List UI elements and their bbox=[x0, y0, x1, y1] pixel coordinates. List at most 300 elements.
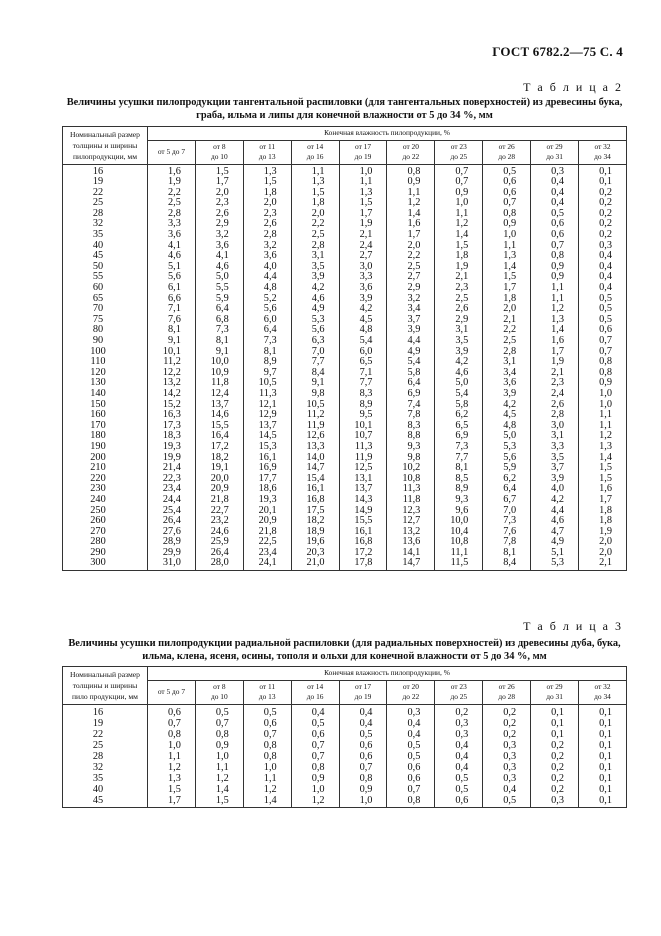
shrinkage-value-cell: 0,8 bbox=[531, 251, 579, 262]
size-cell: 280 bbox=[63, 537, 148, 548]
table-row bbox=[63, 368, 627, 379]
shrinkage-value-cell: 17,2 bbox=[195, 442, 243, 453]
shrinkage-value-cell: 0,3 bbox=[579, 241, 627, 252]
shrinkage-value-cell: 18,2 bbox=[195, 453, 243, 464]
shrinkage-value-cell: 0,8 bbox=[339, 773, 387, 784]
shrinkage-value-cell: 1,7 bbox=[148, 795, 196, 808]
shrinkage-value-cell: 6,4 bbox=[483, 484, 531, 495]
shrinkage-value-cell: 3,2 bbox=[243, 241, 291, 252]
shrinkage-value-cell: 6,6 bbox=[148, 294, 196, 305]
shrinkage-value-cell: 1,1 bbox=[195, 762, 243, 773]
shrinkage-value-cell: 0,7 bbox=[291, 751, 339, 762]
shrinkage-value-cell: 14,2 bbox=[148, 389, 196, 400]
shrinkage-value-cell: 3,9 bbox=[291, 272, 339, 283]
table-row bbox=[63, 784, 627, 795]
size-cell: 70 bbox=[63, 304, 148, 315]
shrinkage-value-cell: 8,4 bbox=[483, 558, 531, 570]
column-header-line: от 26 bbox=[498, 681, 515, 691]
shrinkage-value-cell: 9,8 bbox=[291, 389, 339, 400]
shrinkage-value-cell: 9,3 bbox=[387, 442, 435, 453]
table-row bbox=[63, 241, 627, 252]
table-row bbox=[63, 773, 627, 784]
table-row bbox=[63, 251, 627, 262]
shrinkage-value-cell: 3,1 bbox=[435, 325, 483, 336]
shrinkage-value-cell: 1,9 bbox=[435, 262, 483, 273]
shrinkage-value-cell: 1,9 bbox=[148, 177, 196, 188]
shrinkage-value-cell: 1,2 bbox=[195, 773, 243, 784]
shrinkage-value-cell: 10,2 bbox=[387, 463, 435, 474]
shrinkage-value-cell: 26,4 bbox=[148, 516, 196, 527]
shrinkage-value-cell: 2,3 bbox=[243, 209, 291, 220]
shrinkage-value-cell: 0,5 bbox=[195, 704, 243, 718]
shrinkage-value-cell: 11,3 bbox=[243, 389, 291, 400]
moisture-column-header bbox=[148, 680, 196, 704]
moisture-column-header bbox=[531, 140, 579, 164]
shrinkage-value-cell: 10,0 bbox=[195, 357, 243, 368]
shrinkage-value-cell: 10,8 bbox=[435, 537, 483, 548]
shrinkage-value-cell: 14,5 bbox=[243, 431, 291, 442]
shrinkage-value-cell: 7,0 bbox=[291, 347, 339, 358]
shrinkage-value-cell: 3,6 bbox=[339, 283, 387, 294]
shrinkage-value-cell: 1,0 bbox=[435, 198, 483, 209]
column-header-line: до 28 bbox=[498, 692, 516, 701]
column-header-line: от 20 bbox=[402, 141, 419, 151]
moisture-column-header bbox=[195, 140, 243, 164]
moisture-column-header bbox=[339, 140, 387, 164]
shrinkage-value-cell: 4,2 bbox=[291, 283, 339, 294]
shrinkage-value-cell: 0,6 bbox=[483, 177, 531, 188]
column-header-line: от 11 bbox=[259, 681, 276, 691]
shrinkage-value-cell: 4,6 bbox=[291, 294, 339, 305]
shrinkage-value-cell: 0,2 bbox=[579, 198, 627, 209]
shrinkage-value-cell: 0,7 bbox=[195, 718, 243, 729]
table-row bbox=[63, 495, 627, 506]
shrinkage-value-cell: 18,6 bbox=[243, 484, 291, 495]
shrinkage-value-cell: 0,5 bbox=[579, 315, 627, 326]
shrinkage-value-cell: 20,9 bbox=[243, 516, 291, 527]
shrinkage-value-cell: 10,5 bbox=[243, 378, 291, 389]
shrinkage-value-cell: 20,9 bbox=[195, 484, 243, 495]
size-cell: 22 bbox=[63, 729, 148, 740]
column-header-line: от 29 bbox=[546, 681, 563, 691]
shrinkage-value-cell: 11,2 bbox=[148, 357, 196, 368]
shrinkage-value-cell: 2,9 bbox=[195, 219, 243, 230]
shrinkage-value-cell: 0,4 bbox=[291, 704, 339, 718]
shrinkage-value-cell: 2,5 bbox=[387, 262, 435, 273]
shrinkage-value-cell: 0,6 bbox=[339, 751, 387, 762]
size-cell: 40 bbox=[63, 784, 148, 795]
shrinkage-value-cell: 2,8 bbox=[291, 241, 339, 252]
table-row bbox=[63, 762, 627, 773]
table-row bbox=[63, 283, 627, 294]
shrinkage-value-cell: 0,1 bbox=[579, 762, 627, 773]
shrinkage-value-cell: 24,1 bbox=[243, 558, 291, 570]
size-cell: 16 bbox=[63, 704, 148, 718]
shrinkage-value-cell: 8,1 bbox=[435, 463, 483, 474]
column-header-line: от 17 bbox=[354, 141, 372, 151]
shrinkage-value-cell: 1,1 bbox=[579, 410, 627, 421]
shrinkage-value-cell: 5,0 bbox=[483, 431, 531, 442]
shrinkage-value-cell: 13,2 bbox=[387, 527, 435, 538]
shrinkage-value-cell: 6,2 bbox=[435, 410, 483, 421]
size-cell: 100 bbox=[63, 347, 148, 358]
moisture-column-header bbox=[435, 140, 483, 164]
shrinkage-value-cell: 1,2 bbox=[579, 431, 627, 442]
shrinkage-value-cell: 10,7 bbox=[339, 431, 387, 442]
shrinkage-value-cell: 16,3 bbox=[148, 410, 196, 421]
shrinkage-value-cell: 4,9 bbox=[387, 347, 435, 358]
shrinkage-value-cell: 1,3 bbox=[243, 164, 291, 177]
moisture-column-header bbox=[148, 140, 196, 164]
shrinkage-value-cell: 2,3 bbox=[531, 378, 579, 389]
column-header-line: от 29 bbox=[546, 141, 563, 151]
table-2-label: Т а б л и ц а 2 bbox=[523, 80, 623, 94]
size-cell: 250 bbox=[63, 506, 148, 517]
shrinkage-value-cell: 0,9 bbox=[483, 219, 531, 230]
shrinkage-value-cell: 3,9 bbox=[531, 474, 579, 485]
shrinkage-value-cell: 0,8 bbox=[195, 729, 243, 740]
shrinkage-value-cell: 0,4 bbox=[387, 718, 435, 729]
shrinkage-table-2 bbox=[62, 126, 627, 571]
shrinkage-value-cell: 5,8 bbox=[435, 400, 483, 411]
shrinkage-value-cell: 5,3 bbox=[483, 442, 531, 453]
shrinkage-value-cell: 7,7 bbox=[435, 453, 483, 464]
shrinkage-value-cell: 0,4 bbox=[579, 283, 627, 294]
shrinkage-value-cell: 6,4 bbox=[387, 378, 435, 389]
column-header-line: до 10 bbox=[210, 152, 228, 161]
moisture-column-header bbox=[243, 140, 291, 164]
shrinkage-value-cell: 0,5 bbox=[387, 751, 435, 762]
shrinkage-value-cell: 2,8 bbox=[148, 209, 196, 220]
shrinkage-value-cell: 3,5 bbox=[531, 453, 579, 464]
shrinkage-value-cell: 10,5 bbox=[291, 400, 339, 411]
column-header-line: от 5 до 7 bbox=[157, 686, 186, 696]
column-header-line: от 14 bbox=[307, 141, 324, 151]
shrinkage-value-cell: 21,8 bbox=[243, 527, 291, 538]
shrinkage-value-cell: 0,8 bbox=[243, 740, 291, 751]
shrinkage-value-cell: 8,1 bbox=[243, 347, 291, 358]
shrinkage-value-cell: 6,4 bbox=[195, 304, 243, 315]
shrinkage-value-cell: 12,5 bbox=[339, 463, 387, 474]
size-cell: 19 bbox=[63, 718, 148, 729]
shrinkage-value-cell: 6,0 bbox=[339, 347, 387, 358]
column-header-line: до 31 bbox=[546, 692, 563, 701]
shrinkage-value-cell: 8,1 bbox=[148, 325, 196, 336]
shrinkage-value-cell: 1,6 bbox=[387, 219, 435, 230]
shrinkage-value-cell: 6,7 bbox=[483, 495, 531, 506]
shrinkage-value-cell: 0,7 bbox=[291, 740, 339, 751]
shrinkage-value-cell: 14,7 bbox=[291, 463, 339, 474]
shrinkage-value-cell: 7,3 bbox=[195, 325, 243, 336]
shrinkage-value-cell: 18,3 bbox=[148, 431, 196, 442]
shrinkage-value-cell: 0,6 bbox=[148, 704, 196, 718]
shrinkage-value-cell: 2,2 bbox=[387, 251, 435, 262]
moisture-column-header bbox=[291, 680, 339, 704]
shrinkage-value-cell: 0,8 bbox=[148, 729, 196, 740]
shrinkage-value-cell: 6,2 bbox=[483, 474, 531, 485]
shrinkage-value-cell: 2,8 bbox=[531, 410, 579, 421]
shrinkage-value-cell: 0,7 bbox=[339, 762, 387, 773]
shrinkage-value-cell: 0,4 bbox=[435, 740, 483, 751]
shrinkage-value-cell: 0,2 bbox=[483, 718, 531, 729]
shrinkage-value-cell: 3,9 bbox=[435, 347, 483, 358]
shrinkage-value-cell: 11,1 bbox=[435, 548, 483, 559]
shrinkage-value-cell: 2,2 bbox=[148, 188, 196, 199]
shrinkage-value-cell: 14,3 bbox=[339, 495, 387, 506]
size-cell: 19 bbox=[63, 177, 148, 188]
shrinkage-value-cell: 6,4 bbox=[243, 325, 291, 336]
column-header-line: до 10 bbox=[210, 692, 228, 701]
table-row bbox=[63, 336, 627, 347]
shrinkage-value-cell: 1,3 bbox=[339, 188, 387, 199]
shrinkage-value-cell: 0,1 bbox=[579, 164, 627, 177]
shrinkage-value-cell: 0,8 bbox=[243, 751, 291, 762]
shrinkage-value-cell: 2,0 bbox=[291, 209, 339, 220]
shrinkage-value-cell: 3,1 bbox=[483, 357, 531, 368]
shrinkage-value-cell: 8,3 bbox=[339, 389, 387, 400]
table-row bbox=[63, 751, 627, 762]
shrinkage-value-cell: 8,9 bbox=[243, 357, 291, 368]
shrinkage-value-cell: 5,3 bbox=[531, 558, 579, 570]
moisture-column-header bbox=[387, 140, 435, 164]
shrinkage-value-cell: 0,8 bbox=[387, 164, 435, 177]
shrinkage-value-cell: 5,8 bbox=[387, 368, 435, 379]
column-header-line: до 25 bbox=[450, 152, 468, 161]
shrinkage-value-cell: 0,9 bbox=[579, 378, 627, 389]
shrinkage-value-cell: 0,6 bbox=[531, 219, 579, 230]
shrinkage-value-cell: 16,9 bbox=[243, 463, 291, 474]
shrinkage-value-cell: 12,3 bbox=[387, 506, 435, 517]
shrinkage-value-cell: 2,1 bbox=[531, 368, 579, 379]
size-cell: 170 bbox=[63, 421, 148, 432]
shrinkage-value-cell: 4,6 bbox=[531, 516, 579, 527]
shrinkage-value-cell: 0,2 bbox=[579, 188, 627, 199]
shrinkage-value-cell: 2,5 bbox=[483, 336, 531, 347]
column-header-line: от 23 bbox=[450, 681, 467, 691]
moisture-column-header bbox=[579, 140, 627, 164]
shrinkage-value-cell: 1,5 bbox=[243, 177, 291, 188]
shrinkage-value-cell: 23,4 bbox=[148, 484, 196, 495]
column-header-line: от 26 bbox=[498, 141, 515, 151]
shrinkage-value-cell: 1,3 bbox=[291, 177, 339, 188]
shrinkage-value-cell: 20,1 bbox=[243, 506, 291, 517]
shrinkage-value-cell: 3,2 bbox=[387, 294, 435, 305]
shrinkage-value-cell: 0,1 bbox=[579, 718, 627, 729]
table-3-label: Т а б л и ц а 3 bbox=[523, 619, 623, 633]
shrinkage-value-cell: 2,9 bbox=[435, 315, 483, 326]
shrinkage-value-cell: 24,6 bbox=[195, 527, 243, 538]
size-cell: 60 bbox=[63, 283, 148, 294]
shrinkage-value-cell: 1,4 bbox=[387, 209, 435, 220]
shrinkage-value-cell: 0,1 bbox=[531, 704, 579, 718]
size-cell: 300 bbox=[63, 558, 148, 570]
column-header-line: до 16 bbox=[306, 152, 324, 161]
shrinkage-value-cell: 6,8 bbox=[195, 315, 243, 326]
shrinkage-value-cell: 1,2 bbox=[435, 219, 483, 230]
shrinkage-value-cell: 1,3 bbox=[148, 773, 196, 784]
shrinkage-value-cell: 21,4 bbox=[148, 463, 196, 474]
shrinkage-value-cell: 1,1 bbox=[243, 773, 291, 784]
shrinkage-value-cell: 2,5 bbox=[148, 198, 196, 209]
shrinkage-value-cell: 0,3 bbox=[483, 762, 531, 773]
shrinkage-value-cell: 5,9 bbox=[195, 294, 243, 305]
shrinkage-value-cell: 20,0 bbox=[195, 474, 243, 485]
shrinkage-value-cell: 22,7 bbox=[195, 506, 243, 517]
size-cell: 45 bbox=[63, 795, 148, 808]
shrinkage-value-cell: 1,7 bbox=[387, 230, 435, 241]
table-row bbox=[63, 230, 627, 241]
shrinkage-value-cell: 0,9 bbox=[387, 177, 435, 188]
shrinkage-value-cell: 13,3 bbox=[291, 442, 339, 453]
shrinkage-value-cell: 1,4 bbox=[195, 784, 243, 795]
shrinkage-value-cell: 2,0 bbox=[195, 188, 243, 199]
shrinkage-value-cell: 14,0 bbox=[291, 453, 339, 464]
shrinkage-value-cell: 0,9 bbox=[339, 784, 387, 795]
shrinkage-value-cell: 9,8 bbox=[387, 453, 435, 464]
shrinkage-value-cell: 12,4 bbox=[195, 389, 243, 400]
table-row bbox=[63, 304, 627, 315]
shrinkage-value-cell: 1,7 bbox=[531, 347, 579, 358]
shrinkage-value-cell: 1,1 bbox=[339, 177, 387, 188]
shrinkage-value-cell: 0,9 bbox=[435, 188, 483, 199]
shrinkage-value-cell: 0,8 bbox=[579, 357, 627, 368]
shrinkage-value-cell: 11,9 bbox=[291, 421, 339, 432]
size-cell: 32 bbox=[63, 219, 148, 230]
shrinkage-value-cell: 0,6 bbox=[387, 773, 435, 784]
shrinkage-value-cell: 13,2 bbox=[148, 378, 196, 389]
shrinkage-value-cell: 6,9 bbox=[435, 431, 483, 442]
shrinkage-value-cell: 27,6 bbox=[148, 527, 196, 538]
shrinkage-value-cell: 0,6 bbox=[531, 230, 579, 241]
shrinkage-value-cell: 6,9 bbox=[387, 389, 435, 400]
shrinkage-value-cell: 0,7 bbox=[531, 241, 579, 252]
shrinkage-value-cell: 1,0 bbox=[339, 795, 387, 808]
shrinkage-value-cell: 1,5 bbox=[483, 272, 531, 283]
shrinkage-value-cell: 1,8 bbox=[435, 251, 483, 262]
shrinkage-value-cell: 3,0 bbox=[339, 262, 387, 273]
shrinkage-value-cell: 3,9 bbox=[387, 325, 435, 336]
shrinkage-value-cell: 4,0 bbox=[243, 262, 291, 273]
table-3-size-header: Номинальный размер толщины и ширины пило продукции, мм bbox=[63, 667, 148, 705]
shrinkage-value-cell: 5,4 bbox=[387, 357, 435, 368]
column-header-line: до 25 bbox=[450, 692, 468, 701]
shrinkage-value-cell: 2,8 bbox=[483, 347, 531, 358]
shrinkage-value-cell: 0,3 bbox=[531, 164, 579, 177]
shrinkage-value-cell: 8,4 bbox=[291, 368, 339, 379]
shrinkage-value-cell: 1,9 bbox=[579, 527, 627, 538]
shrinkage-value-cell: 1,4 bbox=[531, 325, 579, 336]
shrinkage-value-cell: 0,7 bbox=[435, 164, 483, 177]
shrinkage-value-cell: 5,4 bbox=[339, 336, 387, 347]
shrinkage-value-cell: 1,8 bbox=[291, 198, 339, 209]
shrinkage-value-cell: 0,5 bbox=[243, 704, 291, 718]
shrinkage-value-cell: 1,1 bbox=[387, 188, 435, 199]
shrinkage-value-cell: 1,8 bbox=[243, 188, 291, 199]
moisture-column-header bbox=[483, 680, 531, 704]
document-header: ГОСТ 6782.2—75 С. 4 bbox=[492, 44, 623, 59]
shrinkage-value-cell: 15,4 bbox=[291, 474, 339, 485]
shrinkage-value-cell: 3,4 bbox=[387, 304, 435, 315]
shrinkage-value-cell: 4,8 bbox=[339, 325, 387, 336]
size-cell: 270 bbox=[63, 527, 148, 538]
shrinkage-value-cell: 0,9 bbox=[291, 773, 339, 784]
table-row bbox=[63, 325, 627, 336]
shrinkage-value-cell: 16,1 bbox=[243, 453, 291, 464]
shrinkage-value-cell: 15,5 bbox=[195, 421, 243, 432]
shrinkage-value-cell: 2,5 bbox=[291, 230, 339, 241]
shrinkage-value-cell: 22,3 bbox=[148, 474, 196, 485]
size-cell: 230 bbox=[63, 484, 148, 495]
shrinkage-value-cell: 1,7 bbox=[339, 209, 387, 220]
shrinkage-value-cell: 5,9 bbox=[483, 463, 531, 474]
shrinkage-value-cell: 1,3 bbox=[531, 315, 579, 326]
shrinkage-value-cell: 0,4 bbox=[579, 272, 627, 283]
shrinkage-value-cell: 0,5 bbox=[387, 740, 435, 751]
size-cell: 28 bbox=[63, 209, 148, 220]
shrinkage-value-cell: 14,9 bbox=[339, 506, 387, 517]
shrinkage-value-cell: 1,4 bbox=[435, 230, 483, 241]
shrinkage-value-cell: 0,8 bbox=[291, 762, 339, 773]
shrinkage-value-cell: 18,9 bbox=[291, 527, 339, 538]
shrinkage-value-cell: 0,6 bbox=[291, 729, 339, 740]
size-cell: 240 bbox=[63, 495, 148, 506]
shrinkage-value-cell: 8,3 bbox=[387, 421, 435, 432]
size-cell: 140 bbox=[63, 389, 148, 400]
column-header-line: от 17 bbox=[354, 681, 372, 691]
shrinkage-value-cell: 8,8 bbox=[387, 431, 435, 442]
shrinkage-value-cell: 0,7 bbox=[579, 336, 627, 347]
shrinkage-value-cell: 7,7 bbox=[291, 357, 339, 368]
column-header-line: до 34 bbox=[594, 152, 611, 161]
shrinkage-value-cell: 0,1 bbox=[579, 704, 627, 718]
shrinkage-value-cell: 1,5 bbox=[195, 164, 243, 177]
shrinkage-value-cell: 18,2 bbox=[291, 516, 339, 527]
shrinkage-value-cell: 1,2 bbox=[387, 198, 435, 209]
size-cell: 210 bbox=[63, 463, 148, 474]
shrinkage-value-cell: 2,2 bbox=[483, 325, 531, 336]
shrinkage-value-cell: 1,8 bbox=[579, 506, 627, 517]
shrinkage-value-cell: 11,9 bbox=[339, 453, 387, 464]
shrinkage-value-cell: 0,9 bbox=[195, 740, 243, 751]
size-cell: 290 bbox=[63, 548, 148, 559]
shrinkage-value-cell: 0,4 bbox=[483, 784, 531, 795]
table-row bbox=[63, 188, 627, 199]
shrinkage-value-cell: 4,8 bbox=[243, 283, 291, 294]
shrinkage-value-cell: 11,8 bbox=[195, 378, 243, 389]
shrinkage-value-cell: 29,9 bbox=[148, 548, 196, 559]
size-cell: 160 bbox=[63, 410, 148, 421]
shrinkage-value-cell: 0,5 bbox=[483, 164, 531, 177]
shrinkage-value-cell: 8,9 bbox=[339, 400, 387, 411]
shrinkage-value-cell: 4,9 bbox=[531, 537, 579, 548]
shrinkage-value-cell: 6,0 bbox=[243, 315, 291, 326]
shrinkage-value-cell: 2,4 bbox=[339, 241, 387, 252]
column-header-line: от 14 bbox=[307, 681, 324, 691]
shrinkage-value-cell: 0,7 bbox=[148, 718, 196, 729]
shrinkage-value-cell: 1,0 bbox=[148, 740, 196, 751]
table-row bbox=[63, 548, 627, 559]
shrinkage-value-cell: 0,2 bbox=[531, 740, 579, 751]
shrinkage-value-cell: 6,3 bbox=[291, 336, 339, 347]
shrinkage-value-cell: 4,2 bbox=[435, 357, 483, 368]
table-row bbox=[63, 177, 627, 188]
shrinkage-value-cell: 4,8 bbox=[483, 421, 531, 432]
shrinkage-value-cell: 9,6 bbox=[435, 506, 483, 517]
shrinkage-value-cell: 4,0 bbox=[531, 484, 579, 495]
shrinkage-value-cell: 8,9 bbox=[435, 484, 483, 495]
shrinkage-value-cell: 0,2 bbox=[579, 209, 627, 220]
shrinkage-value-cell: 3,6 bbox=[483, 378, 531, 389]
